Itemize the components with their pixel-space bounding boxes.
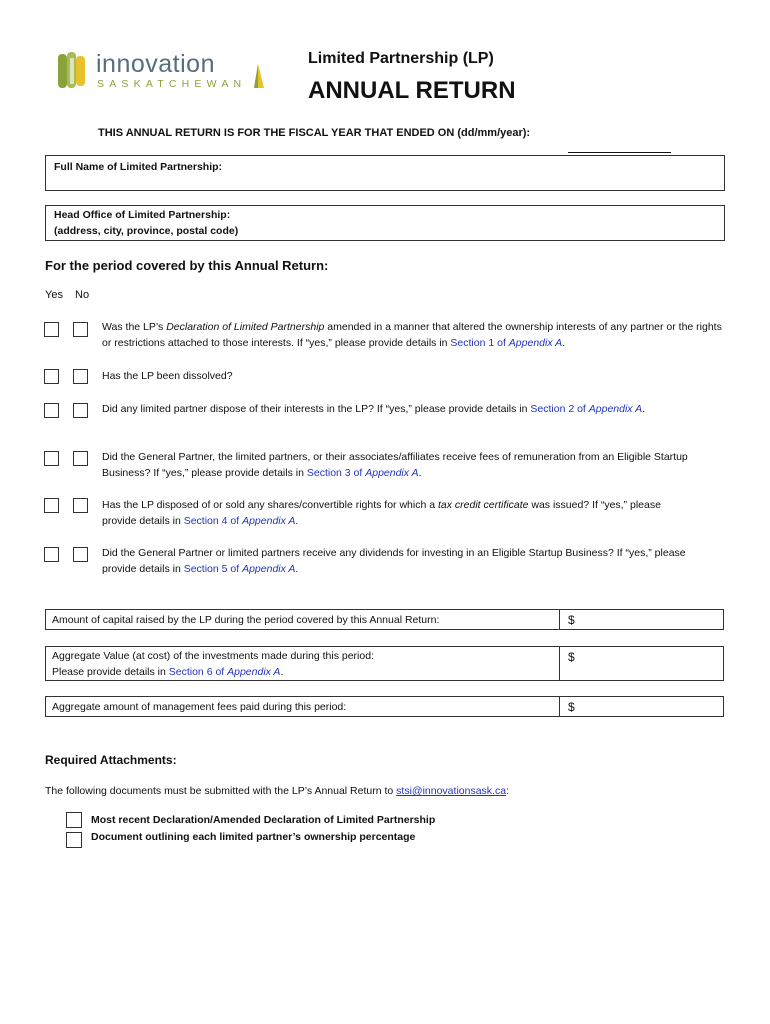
q1-yes-checkbox[interactable] [44, 322, 59, 337]
q4-end: . [418, 467, 422, 479]
q3-yes-checkbox[interactable] [44, 403, 59, 418]
fiscal-year-label: THIS ANNUAL RETURN IS FOR THE FISCAL YEAR THAT ENDED ON (dd/mm/year): [98, 127, 531, 139]
q3-text: Did any limited partner dispose of their interests in the LP? If “yes,” please provide details in [102, 403, 531, 415]
attachments-intro [45, 785, 509, 797]
head-office-label: Head Office of Limited Partnership: [54, 209, 231, 221]
q5-yes-checkbox[interactable] [44, 498, 59, 513]
management-fees-label-cell [45, 696, 560, 717]
document-subtitle: Limited Partnership (LP) [308, 50, 494, 67]
submission-email-link[interactable]: stsi@innovationsask.ca [396, 785, 507, 797]
capital-raised-label-cell [45, 609, 560, 630]
aggregate-currency: $ [568, 650, 575, 664]
question-6 [102, 545, 722, 577]
q3-section-link[interactable]: Section 2 of [530, 403, 589, 415]
q1-emphasis: Declaration of Limited Partnership [166, 321, 325, 333]
q4-no-checkbox[interactable] [73, 451, 88, 466]
q1-text-b: amended in a manner that altered the ownership interests of any partner or the rights or restrictions attached to those interests. If “yes,” please provide details in [102, 321, 722, 349]
logo-subtitle: SASKATCHEWAN [97, 78, 247, 90]
q3-appendix-link[interactable]: Appendix A [588, 403, 643, 415]
no-column-label: No [75, 289, 90, 301]
attachments-intro-text: The following documents must be submitted with the LP’s Annual Return to [45, 785, 397, 797]
q4-text: Did the General Partner, the limited partners, or their associates/affiliates receive fees of remuneration from an Eligible Startup Business? If “yes,” please provide details in [102, 451, 688, 479]
period-heading: For the period covered by this Annual Return: [45, 258, 329, 273]
aggregate-value-detail [52, 664, 283, 680]
logo-wordmark: innovation [96, 50, 215, 78]
aggregate-value-input[interactable] [559, 646, 724, 681]
fiscal-year-input[interactable] [568, 140, 671, 153]
aggregate-detail-text: Please provide details in [52, 666, 169, 678]
q6-text: Did the General Partner or limited partners receive any dividends for investing in an Eligible Startup Business? If “yes,” please provide details in [102, 547, 686, 575]
q1-section-link[interactable]: Section 1 of [450, 337, 509, 349]
q6-section-link[interactable]: Section 5 of [183, 563, 243, 575]
question-3 [102, 401, 662, 417]
q5-text-b: was issued? If “yes,” please provide details in [102, 499, 661, 527]
attachments-intro-end: : [506, 785, 509, 797]
q4-yes-checkbox[interactable] [44, 451, 59, 466]
head-office-sublabel: (address, city, province, postal code) [54, 225, 239, 237]
aggregate-value-label: Aggregate Value (at cost) of the investments made during this period: [52, 650, 374, 662]
q5-emphasis: tax credit certificate [438, 499, 529, 511]
q5-section-link[interactable]: Section 4 of [183, 515, 243, 527]
q6-end: . [295, 563, 299, 575]
document-title: ANNUAL RETURN [308, 77, 516, 104]
q1-no-checkbox[interactable] [73, 322, 88, 337]
q6-appendix-link[interactable]: Appendix A [242, 563, 296, 575]
q1-appendix-link[interactable]: Appendix A [508, 337, 563, 349]
management-fees-row [45, 696, 724, 717]
q5-text-a: Has the LP disposed of or sold any shares/convertible rights for which a [102, 499, 438, 511]
question-1 [102, 319, 722, 351]
attachment-1-label: Most recent Declaration/Amended Declaration of Limited Partnership [91, 814, 436, 826]
head-office-field[interactable] [45, 205, 725, 241]
q6-no-checkbox[interactable] [73, 547, 88, 562]
full-name-field[interactable] [45, 155, 725, 191]
q2-yes-checkbox[interactable] [44, 369, 59, 384]
management-fees-input[interactable] [559, 696, 724, 717]
capital-raised-row [45, 609, 724, 630]
question-5 [102, 497, 662, 529]
question-4 [102, 449, 722, 481]
q1-end: . [562, 337, 566, 349]
q5-no-checkbox[interactable] [73, 498, 88, 513]
fees-currency: $ [568, 700, 575, 714]
q5-end: . [295, 515, 299, 527]
capital-raised-input[interactable] [559, 609, 724, 630]
attachment-2-checkbox[interactable] [66, 832, 82, 848]
attachment-2-label: Document outlining each limited partner’s ownership percentage [91, 831, 416, 843]
q3-no-checkbox[interactable] [73, 403, 88, 418]
aggregate-value-label-cell [45, 646, 560, 681]
aggregate-appendix-link[interactable]: Appendix A [227, 666, 281, 678]
q1-text-a: Was the LP’s [102, 321, 167, 333]
q3-end: . [642, 403, 646, 415]
management-fees-label: Aggregate amount of management fees paid during this period: [52, 701, 347, 713]
q4-section-link[interactable]: Section 3 of [306, 467, 366, 479]
q5-appendix-link[interactable]: Appendix A [242, 515, 296, 527]
capital-raised-label: Amount of capital raised by the LP during the period covered by this Annual Return: [52, 614, 440, 626]
q2-no-checkbox[interactable] [73, 369, 88, 384]
aggregate-section-link[interactable]: Section 6 of [168, 666, 228, 678]
required-attachments-heading: Required Attachments: [45, 753, 177, 767]
aggregate-end: . [280, 666, 284, 678]
capital-currency: $ [568, 613, 575, 627]
q4-appendix-link[interactable]: Appendix A [365, 467, 419, 479]
question-2: Has the LP been dissolved? [102, 370, 233, 382]
aggregate-value-row [45, 646, 724, 681]
full-name-label: Full Name of Limited Partnership: [54, 161, 223, 173]
q6-yes-checkbox[interactable] [44, 547, 59, 562]
yes-column-label: Yes [45, 289, 63, 301]
attachment-1-checkbox[interactable] [66, 812, 82, 828]
